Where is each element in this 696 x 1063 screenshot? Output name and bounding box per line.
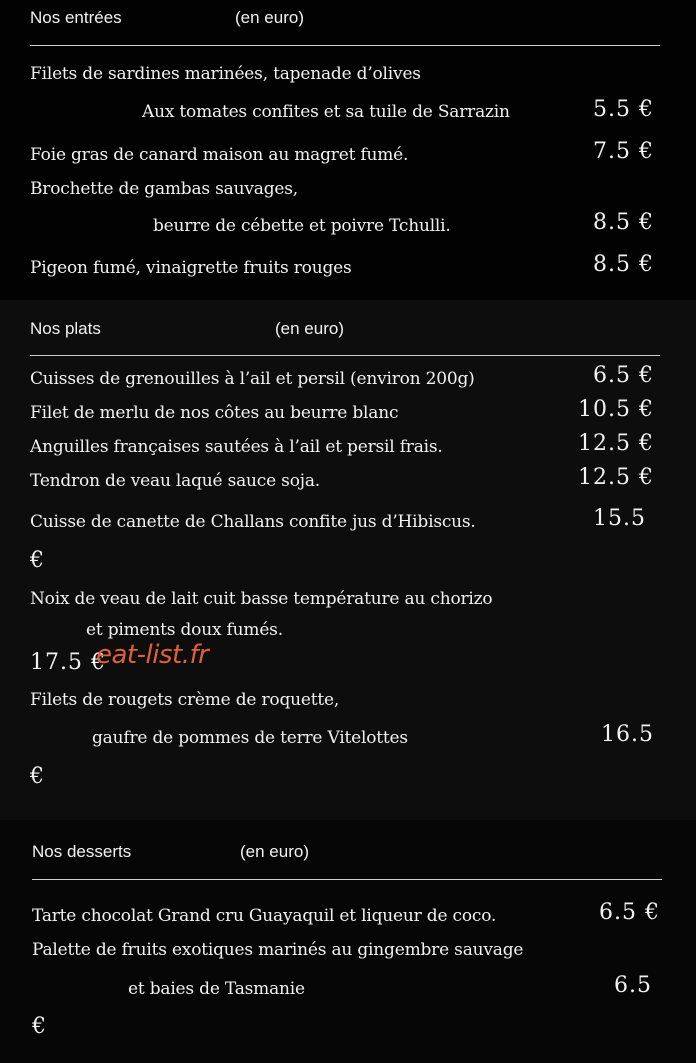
section-divider [30,355,660,356]
dish-price-currency: € [32,1014,47,1039]
dish-description: beurre de cébette et poivre Tchulli. [153,216,451,236]
dish-description: Aux tomates confites et sa tuile de Sarrazin [142,102,510,122]
section-plats [0,300,696,820]
dish-name: Filets de sardines marinées, tapenade d’olives [30,64,421,84]
section-title: Nos entrées [30,8,122,27]
dish-name: Filets de rougets crème de roquette, [30,690,340,710]
dish-price: 15.5 [593,506,646,531]
dish-name: Tarte chocolat Grand cru Guayaquil et liqueur de coco. [32,906,497,926]
watermark-logo: eat-list.fr [96,640,209,670]
section-divider [32,879,662,880]
dish-name: Tendron de veau laqué sauce soja. [30,471,320,491]
dish-price: 6.5 € [599,900,660,925]
dish-price-currency: € [30,548,45,573]
section-title: Nos desserts [32,842,132,861]
dish-name: Brochette de gambas sauvages, [30,179,298,199]
section-unit: (en euro) [235,8,304,27]
section-entrees [0,0,696,300]
dish-price: 6.5 [614,973,652,998]
dish-price: 7.5 € [593,139,654,164]
dish-price: 8.5 € [593,210,654,235]
dish-name: Cuisses de grenouilles à l’ail et persil (environ 200g) [30,369,475,389]
section-desserts [0,820,696,1063]
dish-price: 12.5 € [578,431,654,456]
dish-price: 12.5 € [578,465,654,490]
section-unit: (en euro) [275,319,344,338]
dish-description: et baies de Tasmanie [128,979,305,999]
dish-name: Pigeon fumé, vinaigrette fruits rouges [30,258,352,278]
dish-name: Filet de merlu de nos côtes au beurre blanc [30,403,399,423]
dish-price: 10.5 € [578,397,654,422]
section-unit: (en euro) [240,842,309,861]
section-title: Nos plats [30,319,101,338]
dish-price: 8.5 € [593,252,654,277]
dish-price: 17.5 € [30,650,106,675]
dish-price: 16.5 [601,722,654,747]
dish-name: Cuisse de canette de Challans confite jus d’Hibiscus. [30,512,476,532]
dish-name: Foie gras de canard maison au magret fumé. [30,145,409,165]
dish-name: Noix de veau de lait cuit basse température au chorizo [30,589,493,609]
dish-price: 5.5 € [593,97,654,122]
dish-price: 6.5 € [593,363,654,388]
dish-price-currency: € [30,764,45,789]
section-divider [30,45,660,46]
dish-description: et piments doux fumés. [86,620,283,640]
dish-name: Anguilles françaises sautées à l’ail et persil frais. [30,437,443,457]
dish-description: gaufre de pommes de terre Vitelottes [92,728,408,748]
dish-name: Palette de fruits exotiques marinés au gingembre sauvage [32,940,524,960]
